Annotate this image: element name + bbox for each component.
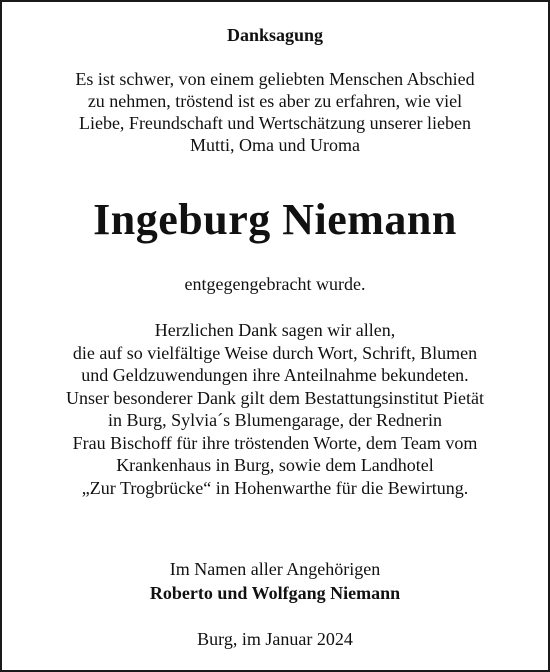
place-date: Burg, im Januar 2024 bbox=[197, 629, 353, 649]
signers: Roberto und Wolfgang Niemann bbox=[149, 583, 401, 603]
intro-paragraph bbox=[2, 68, 548, 156]
thanks-line: in Burg, Sylvia´s Blumengarage, der Rednerin bbox=[107, 410, 443, 430]
closing-line: Im Namen aller Angehörigen bbox=[169, 559, 381, 579]
thanks-line: Krankenhaus in Burg, sowie dem Landhotel bbox=[116, 455, 434, 475]
thanks-line: Unser besonderer Dank gilt dem Bestattungsinstitut Pietät bbox=[66, 387, 484, 408]
thanks-line: Frau Bischoff für ihre tröstenden Worte, dem Team vom bbox=[72, 432, 478, 453]
intro-line: Liebe, Freundschaft und Wertschätzung unserer lieben bbox=[78, 113, 472, 133]
after-name-text: entgegengebracht wurde. bbox=[184, 274, 366, 294]
notice-heading: Danksagung bbox=[226, 25, 324, 45]
intro-line: zu nehmen, tröstend ist es aber zu erfahren, wie viel bbox=[87, 91, 463, 111]
thanks-line: und Geldzuwendungen ihre Anteilnahme bekundeten. bbox=[81, 365, 469, 385]
deceased-name: Ingeburg Niemann bbox=[93, 195, 457, 244]
thanks-line: „Zur Trogbrücke“ in Hohenwarthe für die Bewirtung. bbox=[81, 477, 469, 498]
intro-line: Es ist schwer, von einem geliebten Menschen Abschied bbox=[75, 69, 475, 89]
thanks-paragraph bbox=[2, 319, 548, 499]
thanks-line: Herzlichen Dank sagen wir allen, bbox=[154, 320, 396, 340]
intro-line: Mutti, Oma und Uroma bbox=[190, 135, 360, 155]
thanks-line: die auf so vielfältige Weise durch Wort, Schrift, Blumen bbox=[72, 342, 478, 363]
